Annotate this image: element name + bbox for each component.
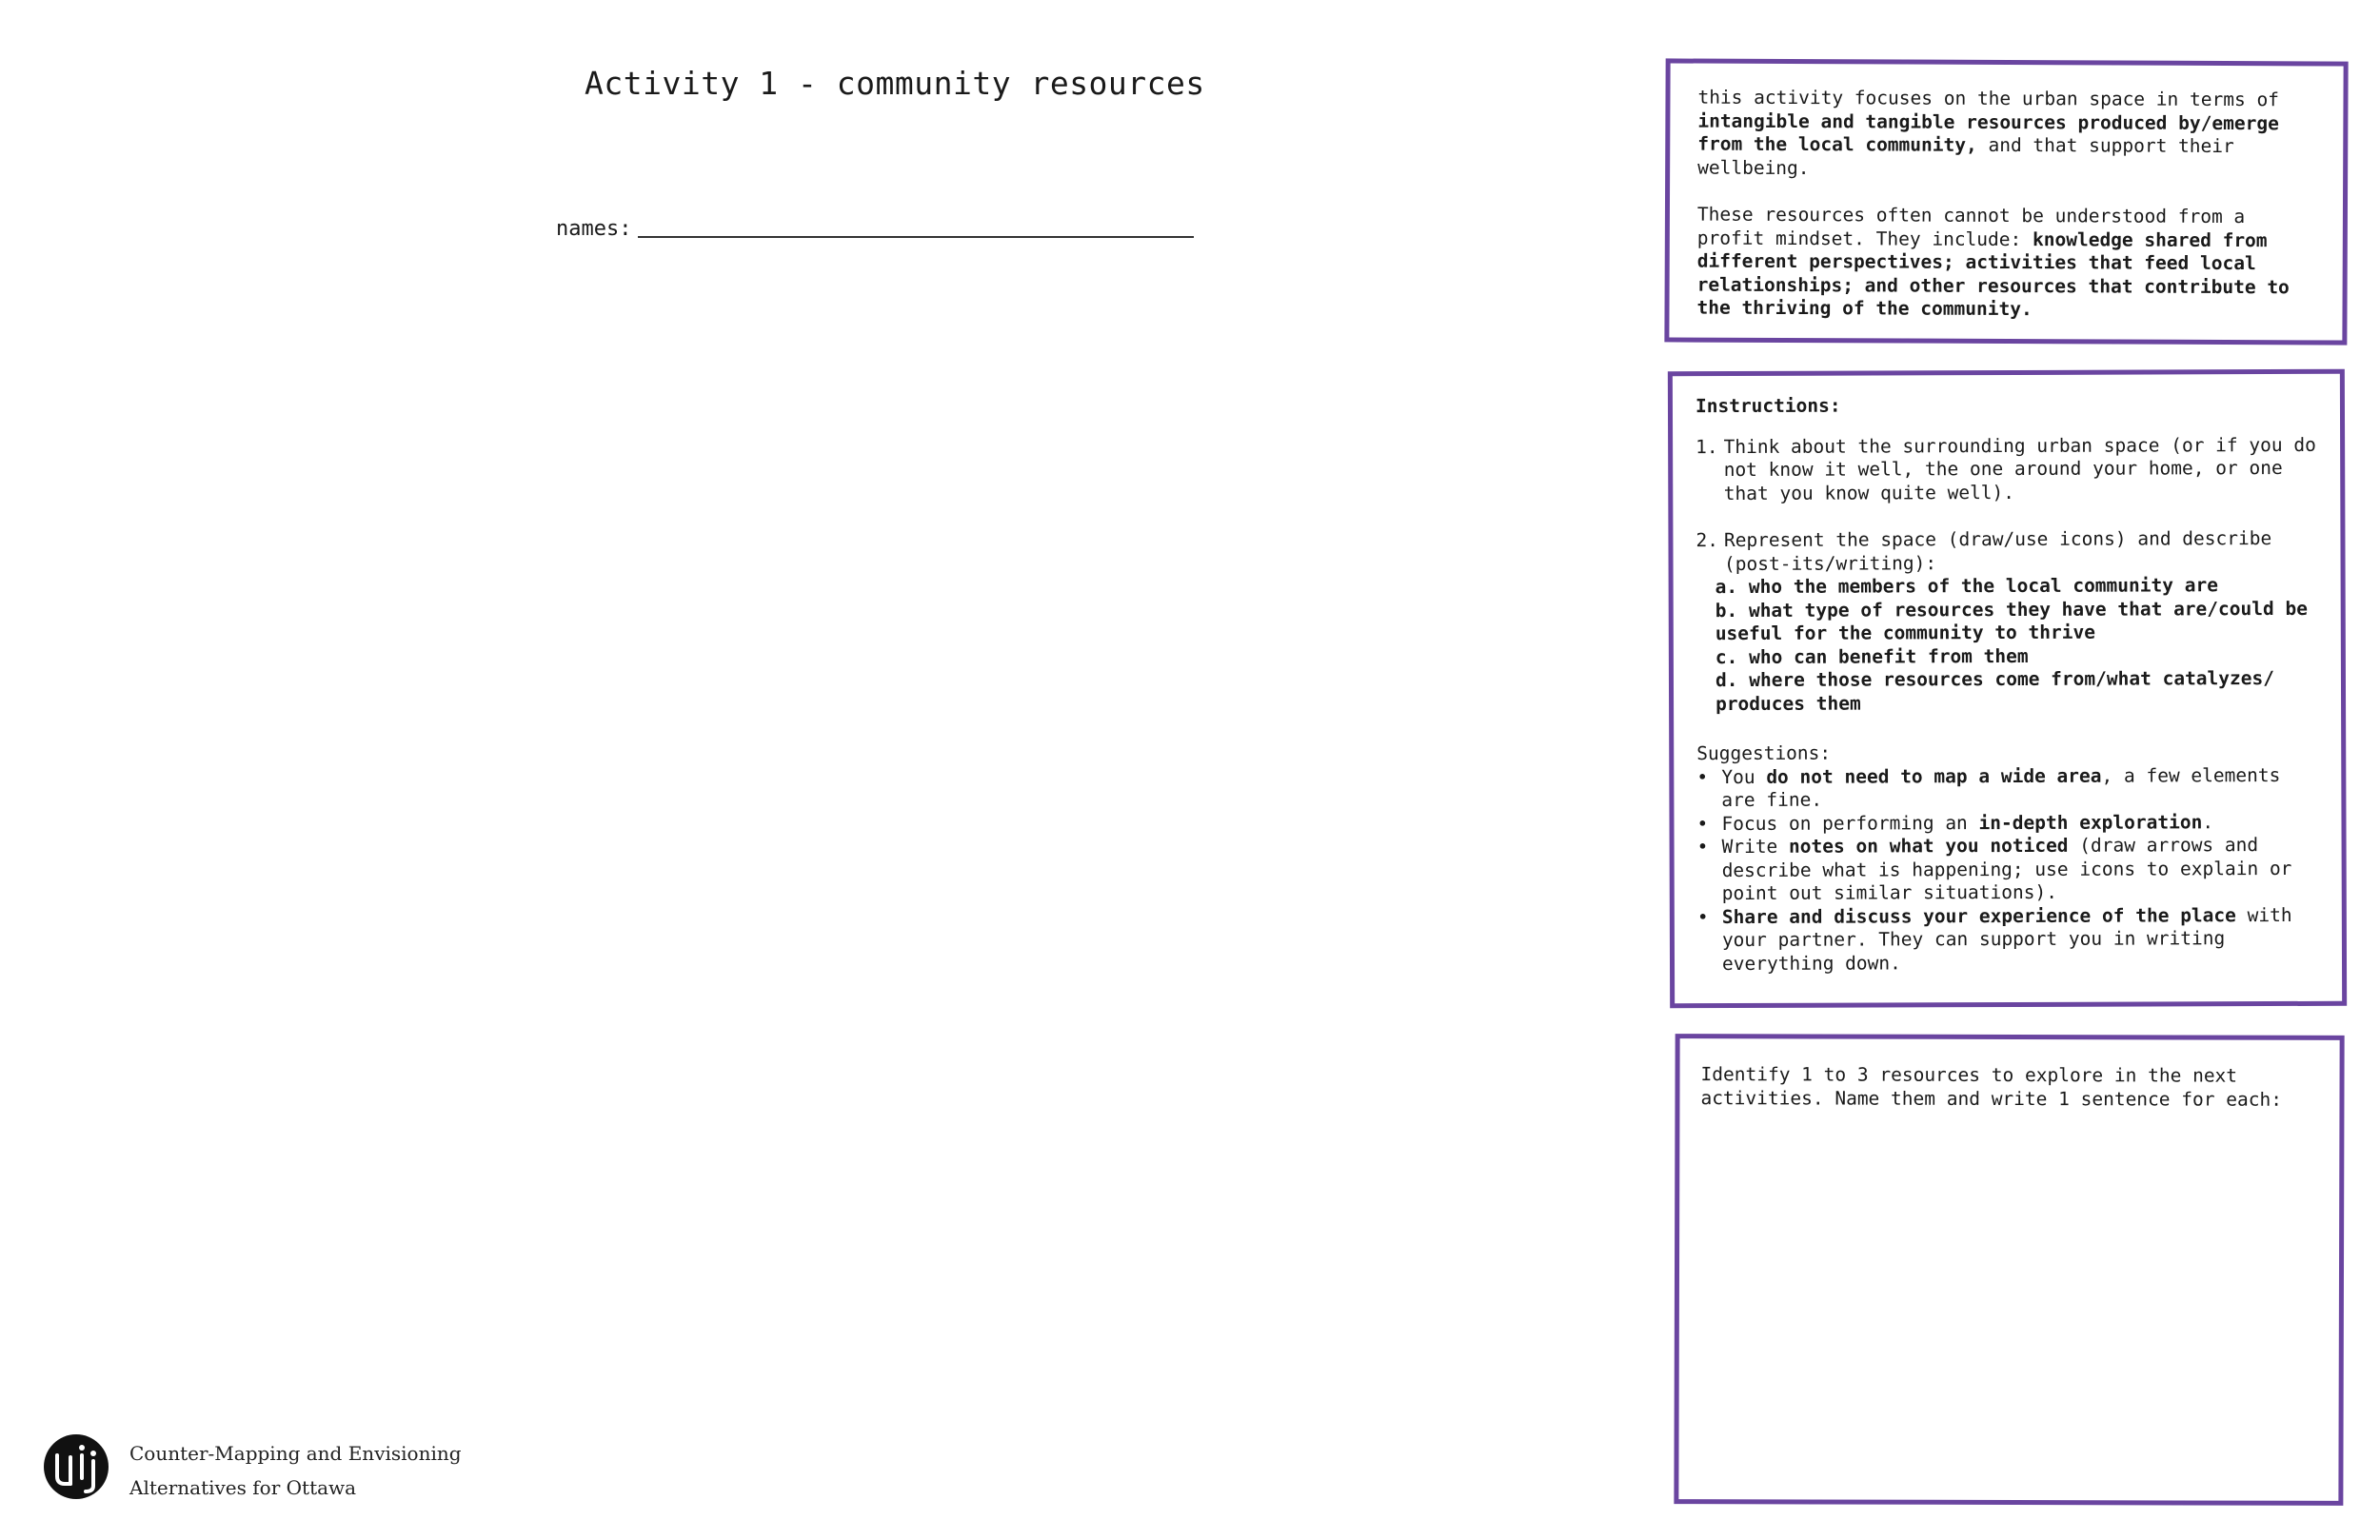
- identify-prompt: Identify 1 to 3 resources to explore in the next activities. Name them and write 1 sentence for each:: [1700, 1063, 2282, 1111]
- sub-item-b: b. what type of resources they have that are/could be useful for the community to thrive: [1715, 597, 2308, 645]
- intro-box: [1664, 58, 2348, 345]
- names-underline[interactable]: [638, 236, 1194, 238]
- footer: [42, 1432, 537, 1501]
- sub-item-c: c. who can benefit from them: [1715, 644, 2029, 668]
- instructions-box: [1668, 369, 2347, 1008]
- suggestion-2: • Focus on performing an in-depth exploration.: [1696, 810, 2214, 835]
- footer-line-2: Alternatives for Ottawa: [129, 1476, 357, 1499]
- names-field[interactable]: [556, 217, 1194, 246]
- page-title: Activity 1 - community resources: [585, 65, 1205, 102]
- project-logo-icon: [42, 1432, 110, 1501]
- instruction-sublist: [1696, 574, 2323, 716]
- suggestion-1: • You do not need to map a wide area, a few elements are fine.: [1696, 763, 2281, 812]
- suggestions-heading: Suggestions:: [1696, 741, 1832, 765]
- intro-paragraph-2: These resources often cannot be understood from a profit mindset. They include: knowledge shared from different perspectives; activities that feed local relationships; and other resources that contribute to the thriving of the community.: [1696, 203, 2290, 321]
- suggestion-4: • Share and discuss your experience of the place with your partner. They can support you in writing everything down.: [1696, 903, 2292, 975]
- names-label: names:: [556, 217, 632, 241]
- sub-item-d: d. where those resources come from/what catalyzes/ produces them: [1715, 667, 2275, 715]
- instruction-step-2: 2. Represent the space (draw/use icons) and describe (post-its/writing):: [1696, 527, 2272, 575]
- suggestions-list: [1696, 763, 2323, 976]
- instructions-heading: Instructions:: [1695, 394, 1841, 418]
- intro-paragraph-1: this activity focuses on the urban space in terms of intangible and tangible resources produced by/emerge from the local community, and that support their wellbeing.: [1697, 86, 2280, 179]
- identify-resources-box[interactable]: [1674, 1034, 2344, 1506]
- footer-line-1: Counter-Mapping and Envisioning: [129, 1442, 462, 1465]
- suggestion-3: • Write notes on what you noticed (draw arrows and describe what is happening; use icons to explain or point out similar situations).: [1696, 834, 2292, 905]
- sub-item-a: a. who the members of the local community are: [1715, 574, 2218, 599]
- instruction-step-1: 1. Think about the surrounding urban space (or if you do not know it well, the one around your home, or one that you know quite well).: [1696, 433, 2316, 504]
